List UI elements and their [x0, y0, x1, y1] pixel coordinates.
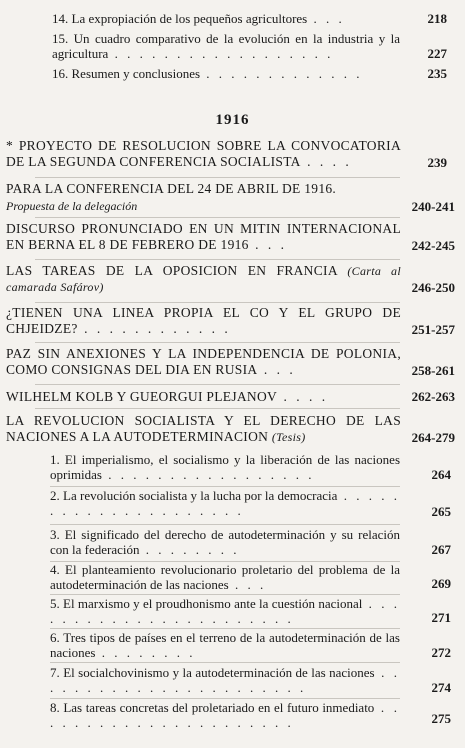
- entry-text: DISCURSO PRONUNCIADO EN UN MITIN INTERNACIONAL EN BERNA EL 8 DE FEBRERO DE 1916 . . .: [6, 221, 401, 252]
- page-number: 227: [427, 46, 447, 61]
- entry-text: 7. El socialchovinismo y la autodeterminación de las naciones . . . . . . . . . . . . . . . . . . . . . . .: [50, 665, 401, 695]
- page-number: 251-257: [411, 322, 455, 337]
- page-number: 272: [431, 645, 451, 660]
- divider: [35, 177, 400, 178]
- entry-text: 8. Las tareas concretas del proletariado en el futuro inmediato . . . . . . . . . . . . . . . . . . . . . .: [50, 700, 400, 730]
- page-number: 267: [431, 542, 451, 557]
- entry-text: PARA LA CONFERENCIA DEL 24 DE ABRIL DE 1916.: [6, 181, 337, 196]
- page-number: 240-241: [411, 199, 455, 214]
- entry-text: LA REVOLUCION SOCIALISTA Y EL DERECHO DE LAS NACIONES A LA AUTODETERMINACION (Tesis): [6, 413, 401, 444]
- page-number: 274: [431, 680, 451, 695]
- divider: [35, 384, 400, 385]
- entry-text: 16. Resumen y conclusiones . . . . . . . . . . . . .: [52, 66, 363, 81]
- entry-text: LAS TAREAS DE LA OPOSICION EN FRANCIA (Carta al camarada Safárov): [6, 263, 401, 294]
- divider: [50, 628, 400, 629]
- page-number: 239: [427, 155, 447, 170]
- entry-text: 5. El marxismo y el proudhonismo ante la cuestión nacional . . . . . . . . . . . . . . . . . . . . . . .: [50, 596, 400, 626]
- divider: [50, 594, 400, 595]
- page-number: 258-261: [411, 363, 455, 378]
- page-number: 265: [431, 504, 451, 519]
- divider: [35, 408, 400, 409]
- entry-text: 6. Tres tipos de países en el terreno de la autodeterminación de las naciones . . . . . . . .: [50, 630, 400, 660]
- entry-text: 2. La revolución socialista y la lucha por la democracia . . . . . . . . . . . . . . . . . . . . .: [50, 488, 400, 518]
- page-number: 264-279: [411, 430, 455, 445]
- divider: [35, 342, 400, 343]
- entry-text: 4. El planteamiento revolucionario proletario del problema de la autodeterminación de las naciones . . .: [50, 562, 400, 592]
- page-number: 264: [431, 467, 451, 482]
- divider: [50, 524, 400, 525]
- entry-text: ¿TIENEN UNA LINEA PROPIA EL CO Y EL GRUPO DE CHJEIDZE? . . . . . . . . . . . .: [6, 305, 401, 336]
- divider: [35, 302, 400, 303]
- divider: [35, 259, 400, 260]
- entry-text: 14. La expropiación de los pequeños agricultores . . .: [52, 11, 345, 26]
- divider: [35, 217, 400, 218]
- page-number: 271: [431, 610, 451, 625]
- page-number: 262-263: [411, 389, 455, 404]
- entry-text: 3. El significado del derecho de autodeterminación y su relación con la federación . . . . . . . .: [50, 527, 400, 557]
- entry-text: 15. Un cuadro comparativo de la evolución en la industria y la agricultura . . . . . . . . . . . . . . . . . .: [52, 31, 400, 61]
- entry-subtitle: Propuesta de la delegación: [6, 199, 138, 213]
- page-number: 218: [427, 11, 447, 26]
- divider: [50, 698, 400, 699]
- entry-text: WILHELM KOLB Y GUEORGUI PLEJANOV . . . .: [6, 389, 329, 404]
- divider: [50, 486, 400, 487]
- page-number: 246-250: [411, 280, 455, 295]
- page-number: 235: [427, 66, 447, 81]
- entry-text: PAZ SIN ANEXIONES Y LA INDEPENDENCIA DE POLONIA, COMO CONSIGNAS DEL DIA EN RUSIA . . .: [6, 346, 401, 377]
- page-number: 242-245: [411, 238, 455, 253]
- entry-text: * PROYECTO DE RESOLUCION SOBRE LA CONVOCATORIA DE LA SEGUNDA CONFERENCIA SOCIALISTA . . . .: [6, 138, 401, 169]
- divider: [50, 662, 400, 663]
- year-heading: 1916: [215, 112, 250, 128]
- page-number: 275: [431, 711, 451, 726]
- entry-text: 1. El imperialismo, el socialismo y la liberación de las naciones oprimidas . . . . . . . . . . . . . . . . .: [50, 452, 400, 482]
- page-number: 269: [431, 576, 451, 591]
